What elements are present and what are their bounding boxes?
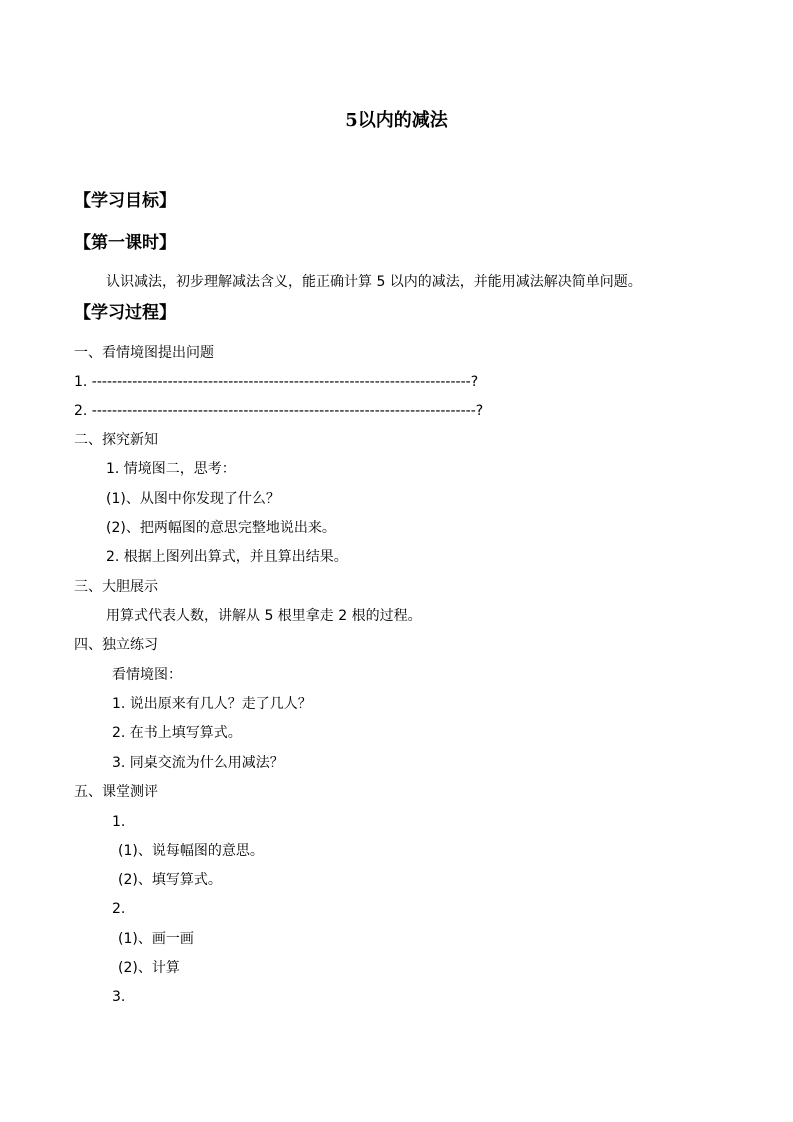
- goal-text: 认识减法，初步理解减法含义，能正确计算 5 以内的减法，并能用减法解决简单问题。: [106, 274, 642, 290]
- part1-question-1: 1. ---------------------------------------------------------------------------?: [74, 374, 479, 390]
- part3-text: 用算式代表人数，讲解从 5 根里拿走 2 根的过程。: [106, 608, 422, 624]
- part4-item-1: 1. 说出原来有几人？走了几人？: [112, 696, 312, 712]
- part4-item-2: 2. 在书上填写算式。: [112, 725, 242, 741]
- part5-number-2: 2.: [112, 901, 126, 917]
- part1-question-2: 2. ----------------------------------------------------------------------------?: [74, 403, 484, 419]
- part2-sub-1: (1)、从图中你发现了什么？: [106, 491, 280, 507]
- part1-heading: 一、看情境图提出问题: [74, 345, 214, 361]
- section-first-class: 【第一课时】: [74, 233, 176, 253]
- part2-item-1: 1. 情境图二，思考：: [106, 461, 236, 477]
- part5-n2-sub-1: (1)、画一画: [118, 931, 194, 947]
- part5-n2-sub-2: (2)、计算: [118, 960, 180, 976]
- part2-sub-2: (2)、把两幅图的意思完整地说出来。: [106, 520, 336, 536]
- part3-heading: 三、大胆展示: [74, 579, 158, 595]
- part5-n1-sub-2: (2)、填写算式。: [118, 872, 222, 888]
- part5-number-1: 1.: [112, 814, 126, 830]
- part4-intro: 看情境图：: [112, 667, 182, 683]
- part2-heading: 二、探究新知: [74, 432, 158, 448]
- part4-item-3: 3. 同桌交流为什么用减法？: [112, 755, 284, 771]
- page-title: 5以内的减法: [345, 110, 448, 131]
- part5-number-3: 3.: [112, 989, 126, 1005]
- section-learning-process: 【学习过程】: [74, 303, 176, 323]
- part5-heading: 五、课堂测评: [74, 784, 158, 800]
- part4-heading: 四、独立练习: [74, 637, 158, 653]
- part2-item-2: 2. 根据上图列出算式，并且算出结果。: [106, 549, 348, 565]
- section-learning-goal: 【学习目标】: [74, 191, 176, 211]
- part5-n1-sub-1: (1)、说每幅图的意思。: [118, 843, 264, 859]
